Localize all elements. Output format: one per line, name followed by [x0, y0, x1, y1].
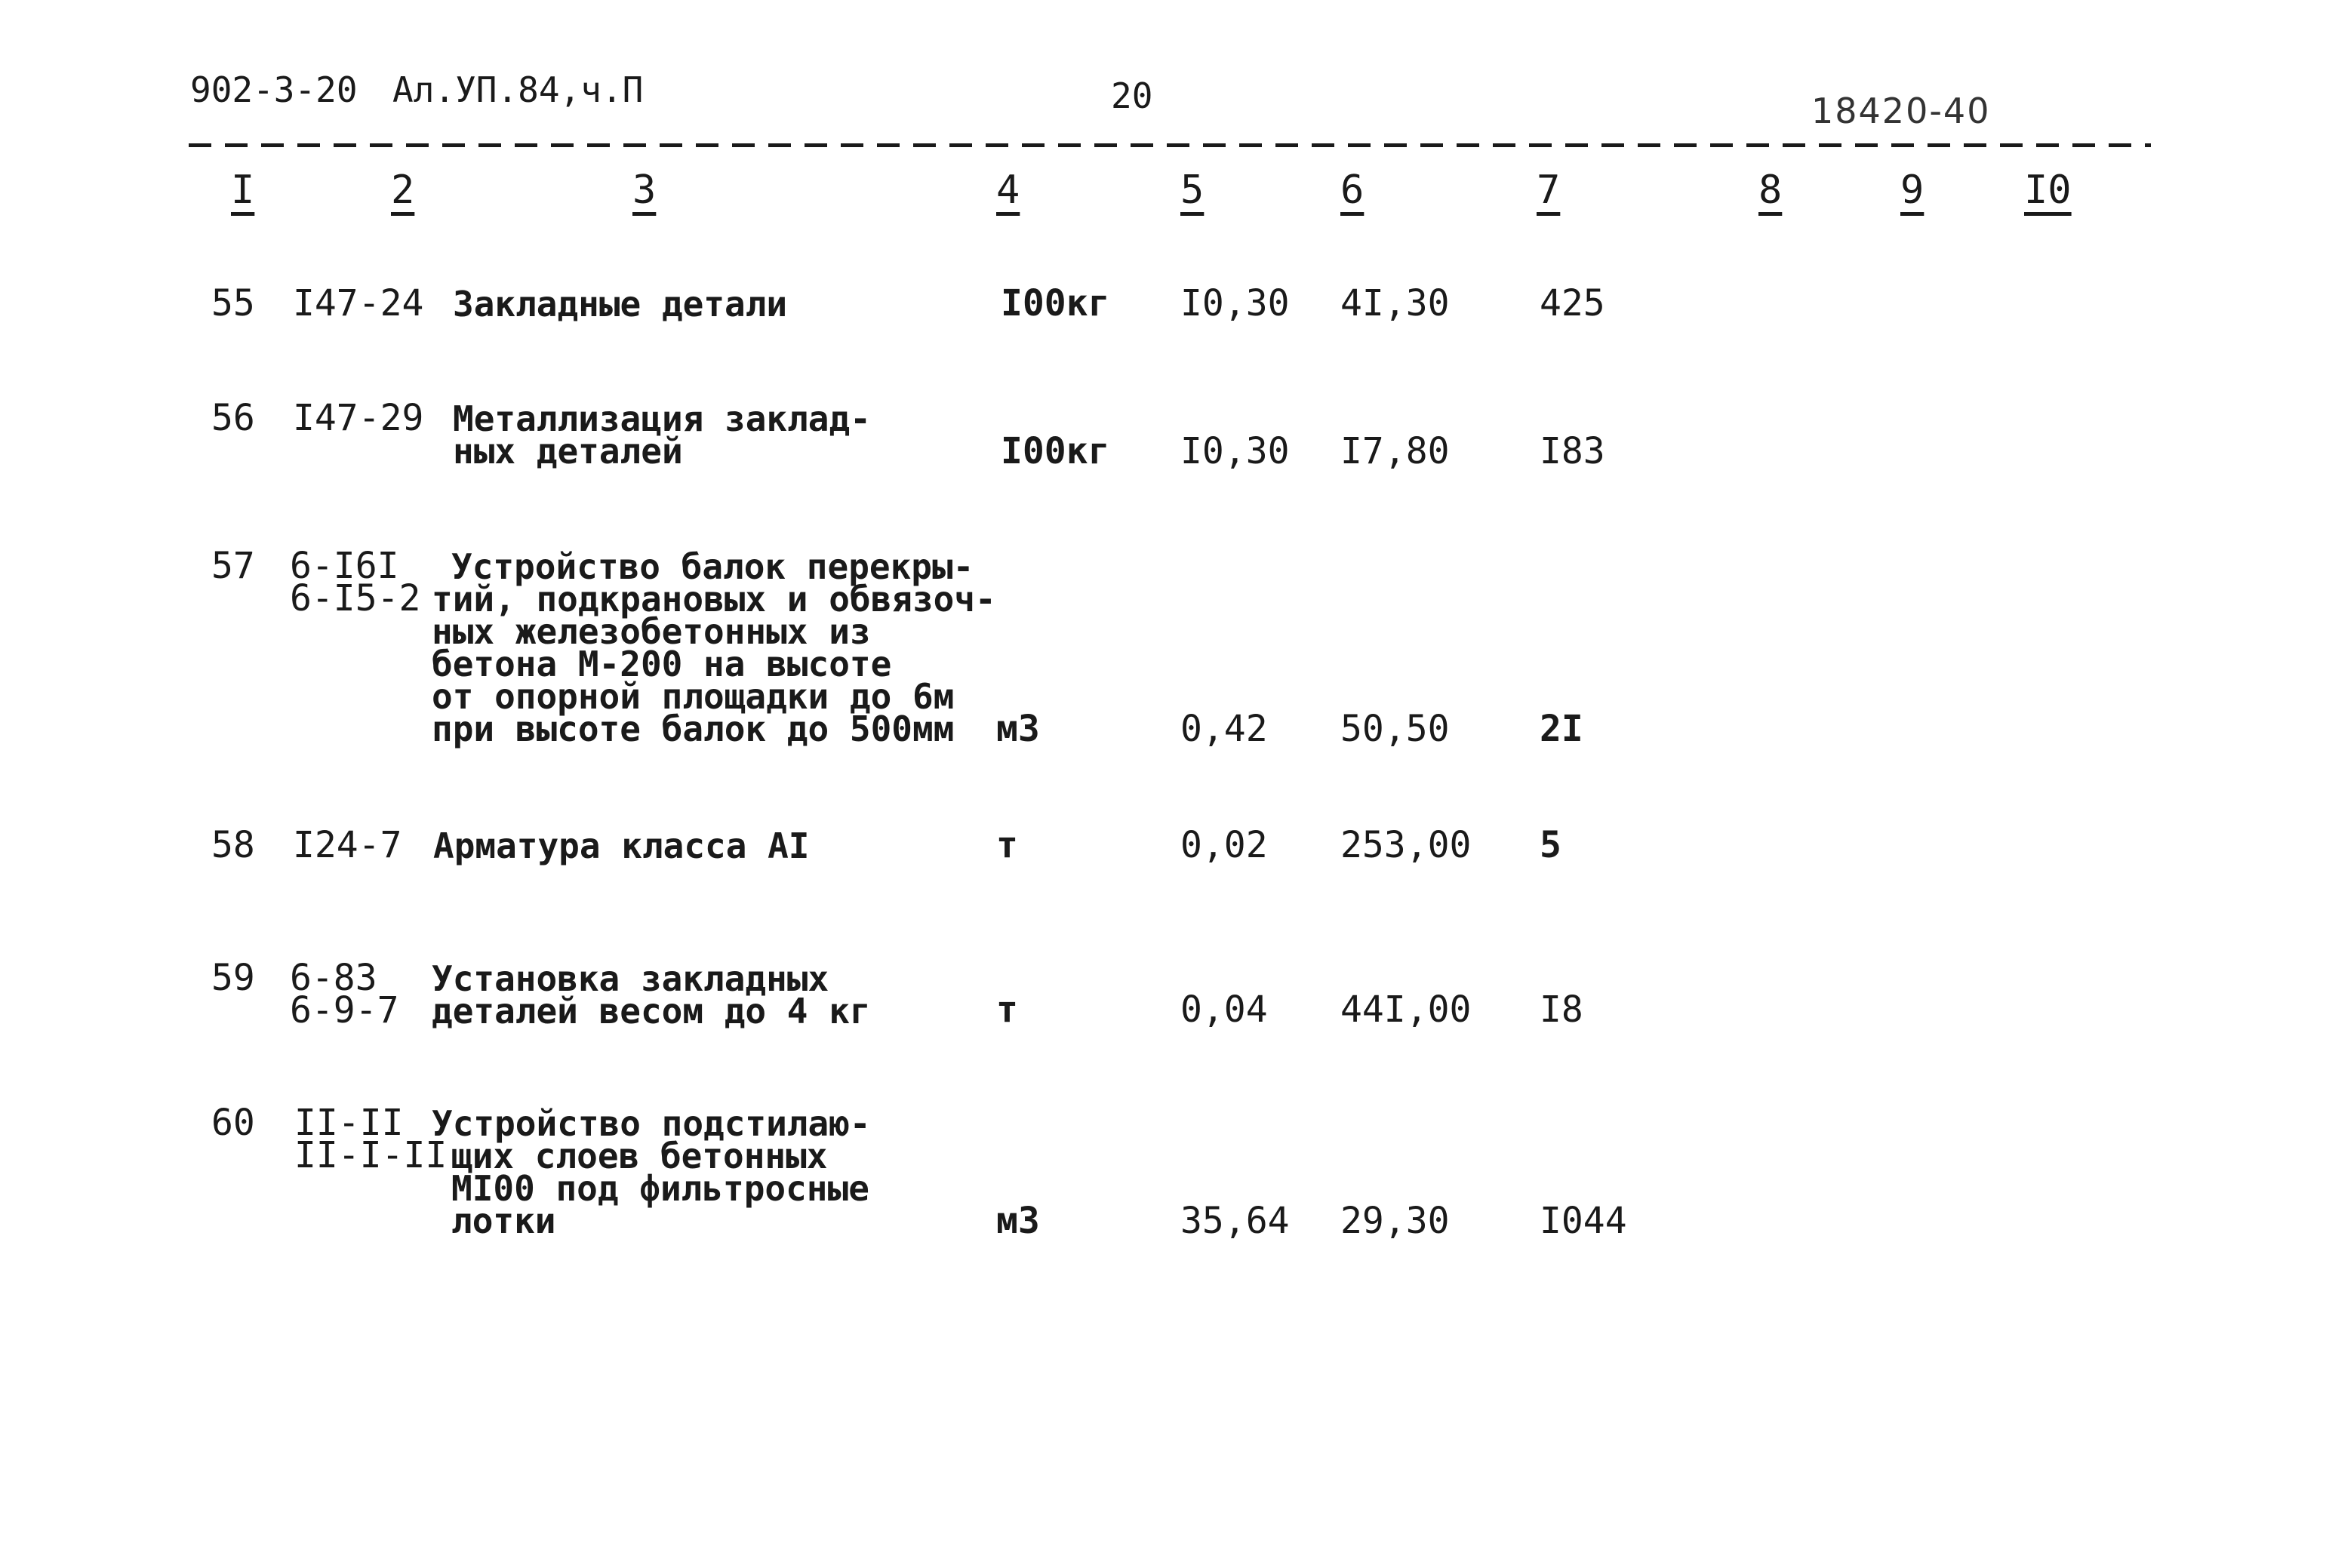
row-price: 44I,00	[1340, 988, 1472, 1031]
row-quantity: 0,04	[1180, 988, 1268, 1031]
row-description: Закладные детали	[453, 284, 788, 324]
row-code-line: 6-9-7	[290, 989, 399, 1031]
row-number: 59	[211, 957, 255, 999]
row-description-line: лотки	[451, 1201, 556, 1241]
row-description-line: деталей весом до 4 кг	[432, 991, 871, 1031]
row-quantity: 0,02	[1180, 824, 1268, 866]
row-description-line: Металлизация заклад-	[453, 398, 871, 439]
row-unit: м3	[996, 1200, 1040, 1242]
row-quantity: 0,42	[1180, 708, 1268, 750]
row-description-line: ных деталей	[453, 431, 683, 472]
column-number-10: I0	[2024, 168, 2072, 213]
row-quantity: I0,30	[1180, 282, 1290, 324]
row-number: 58	[211, 824, 255, 866]
column-number-3: 3	[632, 168, 657, 213]
column-number-6: 6	[1340, 168, 1365, 213]
header-rule	[189, 143, 2151, 147]
row-code-line: II-I-II	[294, 1134, 448, 1176]
row-unit: I00кг	[1001, 430, 1110, 472]
row-description-line: при высоте балок до 500мм	[432, 709, 955, 749]
row-number: 56	[211, 397, 255, 439]
row-total: I044	[1540, 1200, 1627, 1242]
row-total: 425	[1540, 282, 1605, 324]
row-price: 50,50	[1340, 708, 1450, 750]
document-code: 902-3-20	[190, 69, 358, 110]
row-unit: м3	[996, 708, 1040, 750]
row-code: I47-29	[293, 397, 424, 439]
row-total: I8	[1540, 988, 1583, 1031]
row-code: I47-24	[293, 282, 424, 324]
row-code-line: 6-I5-2	[290, 577, 421, 620]
column-number-2: 2	[391, 168, 415, 213]
row-total: 5	[1540, 824, 1561, 866]
row-code-line: II-II	[294, 1102, 404, 1144]
row-description-line: Устройство подстилаю-	[432, 1103, 871, 1144]
row-unit: т	[996, 824, 1018, 866]
row-price: I7,80	[1340, 430, 1450, 472]
column-number-7: 7	[1537, 168, 1561, 213]
row-number: 55	[211, 282, 255, 324]
inventory-number: 18420-40	[1811, 91, 1991, 131]
row-description-line: щих слоев бетонных	[451, 1136, 828, 1176]
column-number-1: I	[231, 168, 255, 213]
column-number-5: 5	[1180, 168, 1205, 213]
row-code-line: 6-I6I	[290, 545, 399, 587]
row-description-line: от опорной площадки до 6м	[432, 676, 955, 717]
row-price: 253,00	[1340, 824, 1472, 866]
row-price: 4I,30	[1340, 282, 1450, 324]
page-number: 20	[1111, 75, 1153, 116]
row-total: I83	[1540, 430, 1605, 472]
row-description-line: Устройство балок перекры-	[451, 546, 974, 587]
column-number-8: 8	[1758, 168, 1783, 213]
row-unit: I00кг	[1001, 282, 1110, 324]
row-code-line: 6-83	[290, 957, 377, 999]
row-description-line: Установка закладных	[432, 958, 829, 999]
row-description: Арматура класса АI	[433, 826, 810, 866]
row-total: 2I	[1540, 708, 1583, 750]
row-description-line: тий, подкрановых и обвязоч-	[432, 579, 996, 620]
row-description-line: бетона М-200 на высоте	[432, 644, 892, 684]
row-quantity: 35,64	[1180, 1200, 1290, 1242]
column-number-4: 4	[996, 168, 1020, 213]
row-number: 60	[211, 1102, 255, 1144]
row-quantity: I0,30	[1180, 430, 1290, 472]
row-code: I24-7	[293, 824, 402, 866]
row-description-line: ных железобетонных из	[432, 611, 871, 652]
row-unit: т	[996, 988, 1018, 1031]
row-price: 29,30	[1340, 1200, 1450, 1242]
album-reference: Ал.УП.84,ч.П	[392, 69, 644, 110]
row-description-line: МI00 под фильтросные	[451, 1168, 869, 1209]
row-number: 57	[211, 545, 255, 587]
column-number-9: 9	[1900, 168, 1924, 213]
